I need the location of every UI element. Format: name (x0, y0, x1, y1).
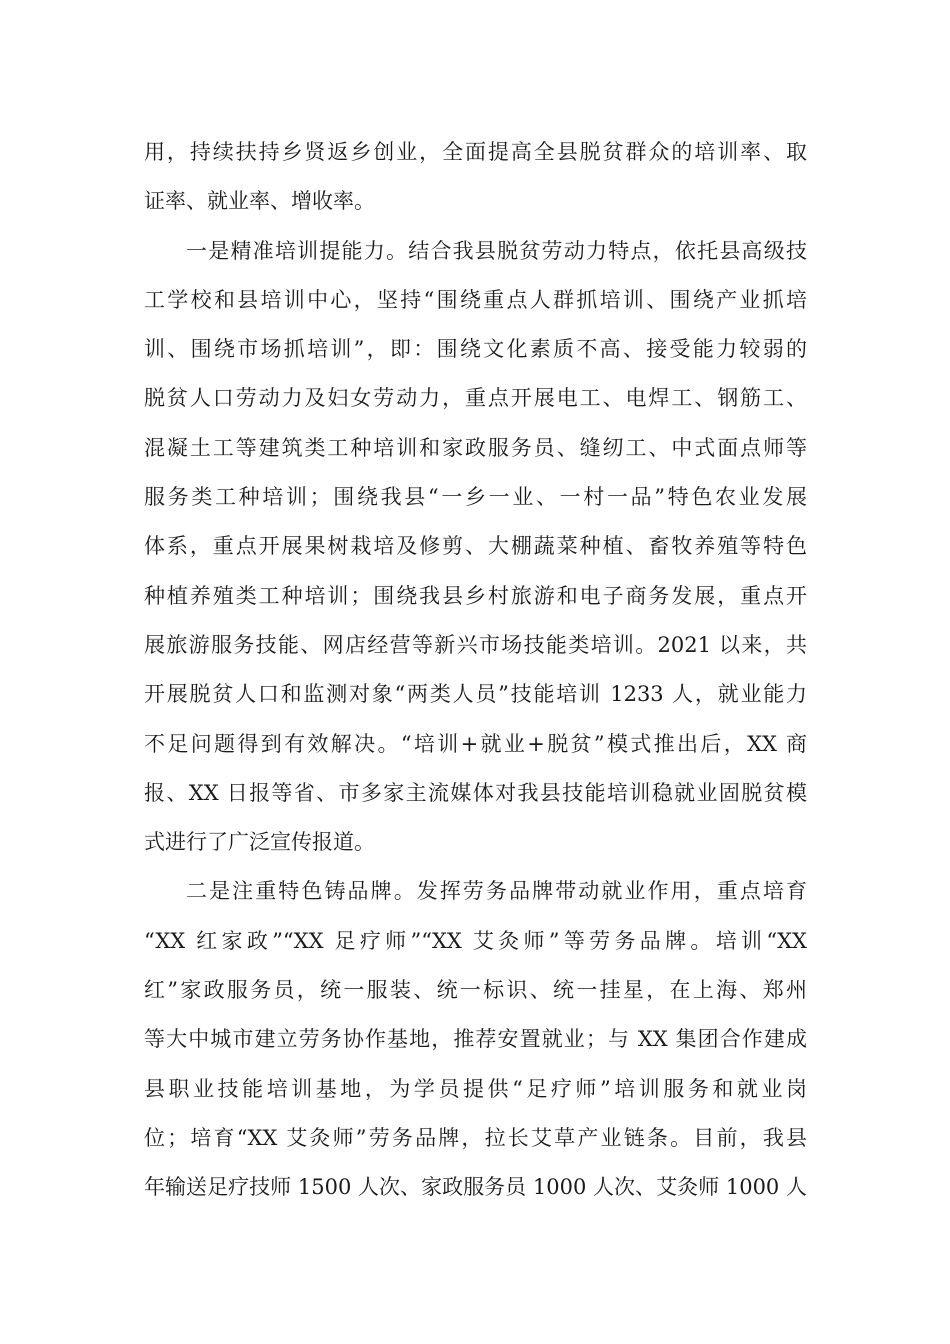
text-line: 位；培育“XX 艾灸师”劳务品牌，拉长艾草产业链条。目前，我县 (144, 1125, 807, 1150)
text-line: 等大中城市建立劳务协作基地，推荐安置就业；与 XX 集团合作建成 (144, 1027, 807, 1052)
text-line: 红”家政服务员，统一服装、统一标识、统一挂星，在上海、郑州 (144, 978, 807, 1003)
text-line: 二是注重特色铸品牌。发挥劳务品牌带动就业作用，重点培育 (186, 879, 807, 904)
text-line: 一是精准培训提能力。结合我县脱贫劳动力特点，依托县高级技 (186, 238, 807, 263)
text-line: 式进行了广泛宣传报道。 (144, 830, 375, 855)
text-line: 县职业技能培训基地，为学员提供“足疗师”培训服务和就业岗 (144, 1076, 807, 1101)
text-line: 混凝土工等建筑类工种培训和家政服务员、缝纫工、中式面点师等 (144, 435, 807, 460)
text-line: 证率、就业率、增收率。 (144, 189, 375, 214)
text-line: 工学校和县培训中心，坚持“围绕重点人群抓培训、围绕产业抓培 (144, 287, 807, 312)
text-line: “XX 红家政”“XX 足疗师”“XX 艾灸师”等劳务品牌。培训“XX (144, 928, 807, 953)
text-line: 年输送足疗技师 1500 人次、家政服务员 1000 人次、艾灸师 1000 人 (144, 1175, 807, 1200)
paragraph-precise-training (144, 227, 807, 868)
document-body (144, 128, 807, 1213)
text-line: 报、XX 日报等省、市多家主流媒体对我县技能培训稳就业固脱贫模 (144, 780, 807, 805)
paragraph-brand-building (144, 867, 807, 1212)
text-line: 训、围绕市场抓培训”，即：围绕文化素质不高、接受能力较弱的 (144, 337, 807, 362)
text-line: 种植养殖类工种培训；围绕我县乡村旅游和电子商务发展，重点开 (144, 583, 807, 608)
text-line: 用，持续扶持乡贤返乡创业，全面提高全县脱贫群众的培训率、取 (144, 140, 807, 164)
paragraph-intro-continuation (144, 128, 807, 227)
text-line: 脱贫人口劳动力及妇女劳动力，重点开展电工、电焊工、钢筋工、 (144, 386, 807, 411)
text-line: 体系，重点开展果树栽培及修剪、大棚蔬菜种植、畜牧养殖等特色 (144, 534, 807, 559)
text-line: 开展脱贫人口和监测对象“两类人员”技能培训 1233 人，就业能力 (144, 682, 807, 707)
text-line: 展旅游服务技能、网店经营等新兴市场技能类培训。2021 以来，共 (144, 632, 807, 657)
text-line: 不足问题得到有效解决。“培训+就业+脱贫”模式推出后，XX 商 (144, 731, 807, 756)
text-line: 服务类工种培训；围绕我县“一乡一业、一村一品”特色农业发展 (144, 485, 807, 510)
